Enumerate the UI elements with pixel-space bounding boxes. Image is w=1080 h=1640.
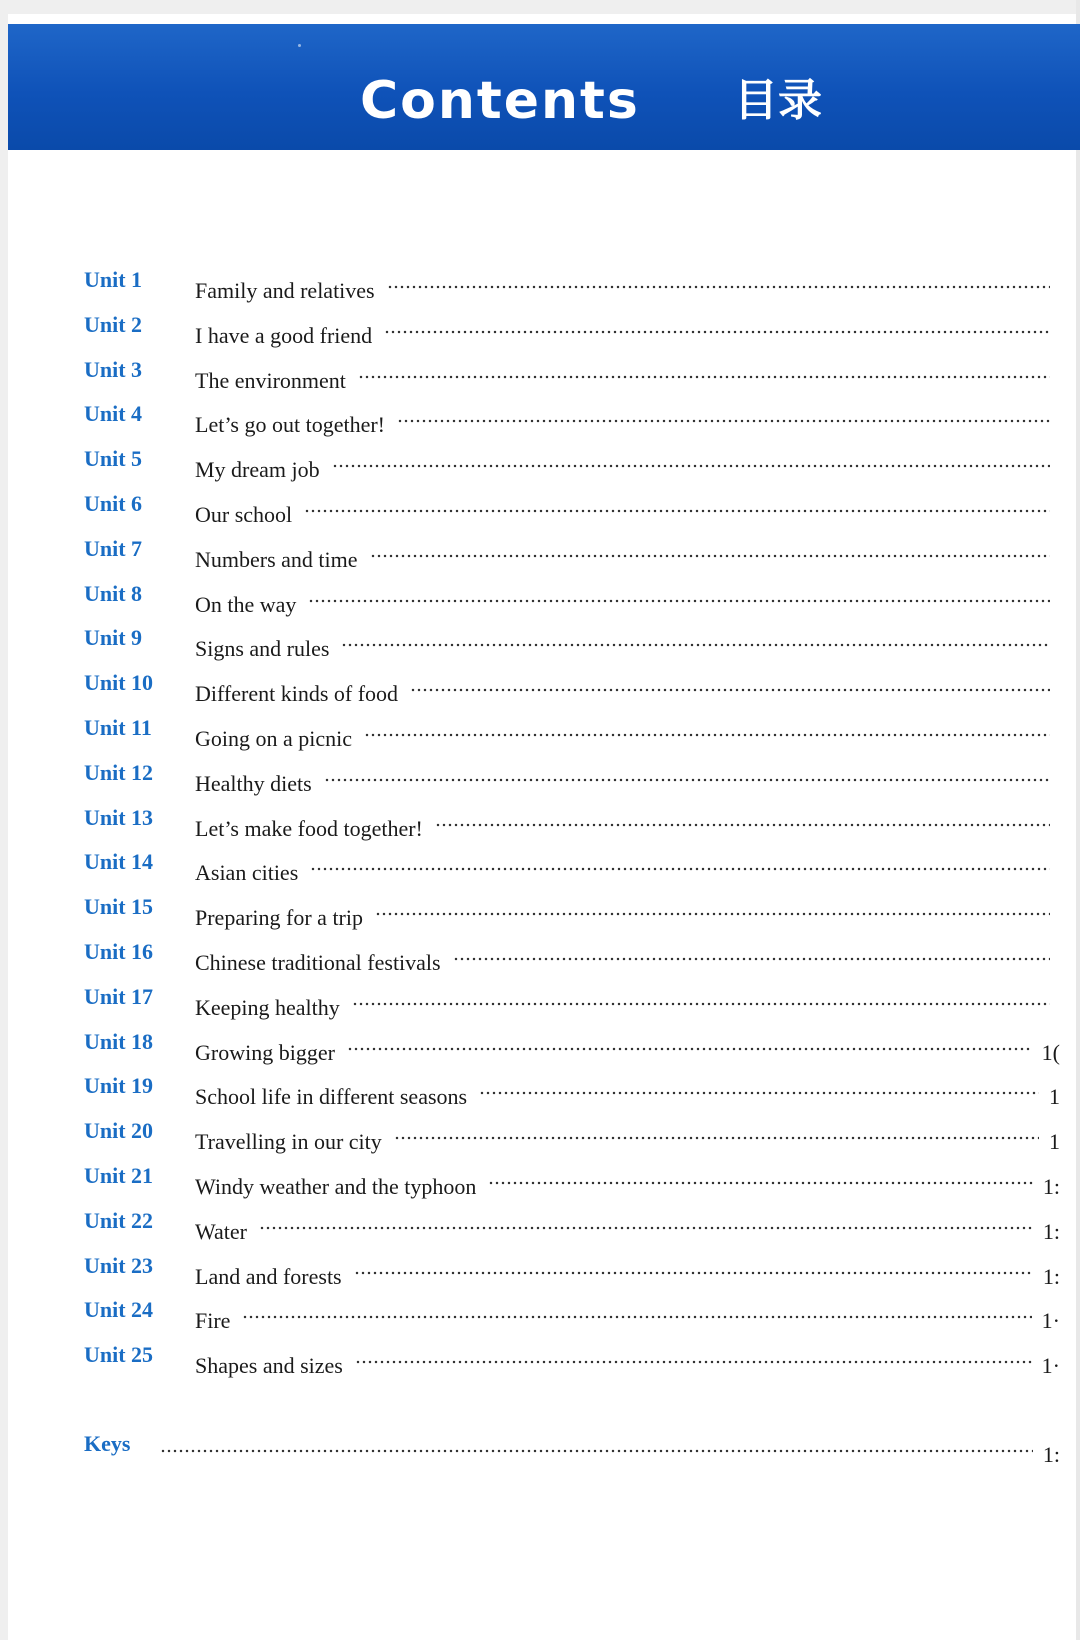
toc-row[interactable] xyxy=(0,665,1080,707)
unit-title: Signs and rules xyxy=(195,636,330,662)
unit-label: Unit 20 xyxy=(84,1118,154,1144)
banner-speck xyxy=(298,44,301,47)
toc-row[interactable] xyxy=(0,1158,1080,1199)
dot-leader xyxy=(160,1426,1033,1462)
unit-label: Unit 21 xyxy=(84,1163,154,1188)
unit-leader-wrap xyxy=(195,1203,1060,1244)
unit-label: Unit 3 xyxy=(84,356,143,382)
unit-title: Fire xyxy=(195,1308,231,1334)
toc-row[interactable] xyxy=(0,1248,1080,1289)
unit-label: Unit 17 xyxy=(84,983,154,1009)
toc-row-keys[interactable] xyxy=(0,1426,1080,1467)
unit-leader-wrap xyxy=(195,396,1060,438)
toc-row[interactable] xyxy=(0,620,1080,662)
dot-leader xyxy=(304,486,1050,522)
unit-label: Unit 6 xyxy=(84,491,143,516)
toc-row[interactable] xyxy=(0,1292,1080,1334)
unit-label: Unit 1 xyxy=(84,267,143,292)
unit-page-number: 1· xyxy=(1041,1353,1060,1379)
unit-page-number: 1: xyxy=(1042,1218,1060,1244)
unit-title: Preparing for a trip xyxy=(195,905,363,931)
dot-leader xyxy=(341,620,1050,656)
unit-leader-wrap xyxy=(195,352,1060,393)
toc-row[interactable] xyxy=(0,889,1080,931)
unit-label: Unit 24 xyxy=(84,1297,154,1323)
unit-label: Unit 2 xyxy=(84,311,143,337)
toc-row[interactable] xyxy=(0,800,1080,841)
unit-leader-wrap xyxy=(195,800,1060,841)
toc-row[interactable] xyxy=(0,1113,1080,1155)
unit-leader-wrap xyxy=(195,441,1060,483)
dot-leader xyxy=(384,307,1050,343)
toc-row[interactable] xyxy=(0,576,1080,617)
unit-leader-wrap xyxy=(195,1113,1060,1155)
unit-leader-wrap xyxy=(195,1337,1060,1379)
unit-title: Let’s make food together! xyxy=(195,815,423,841)
dot-leader xyxy=(370,531,1050,567)
unit-title: Windy weather and the typhoon xyxy=(195,1174,477,1199)
dot-leader xyxy=(488,1158,1033,1194)
toc-row[interactable] xyxy=(0,979,1080,1020)
unit-label: Unit 4 xyxy=(84,401,143,427)
dot-leader xyxy=(397,396,1050,432)
toc-row[interactable] xyxy=(0,844,1080,886)
dot-leader xyxy=(394,1113,1039,1149)
unit-label: Unit 25 xyxy=(84,1342,154,1368)
unit-title: On the way xyxy=(195,591,297,617)
unit-label: Unit 9 xyxy=(84,625,143,651)
unit-leader-wrap xyxy=(195,262,1060,303)
dot-leader xyxy=(354,1248,1033,1284)
unit-leader-wrap xyxy=(195,1024,1060,1065)
unit-title: Land and forests xyxy=(195,1263,342,1289)
unit-leader-wrap xyxy=(195,1068,1060,1110)
unit-page-number: 1: xyxy=(1042,1263,1060,1289)
dot-leader xyxy=(347,1024,1032,1060)
keys-leader-wrap xyxy=(160,1426,1060,1467)
toc-row[interactable] xyxy=(0,710,1080,751)
unit-label: Unit 11 xyxy=(84,715,152,740)
unit-leader-wrap xyxy=(195,531,1060,572)
unit-label: Unit 18 xyxy=(84,1028,154,1054)
dot-leader xyxy=(259,1203,1033,1239)
unit-leader-wrap xyxy=(195,307,1060,348)
unit-page-number: 1: xyxy=(1042,1174,1060,1199)
dot-leader xyxy=(324,755,1050,791)
unit-title: My dream job xyxy=(195,457,320,483)
unit-title: Chinese traditional festivals xyxy=(195,950,441,975)
unit-title: The environment xyxy=(195,367,346,393)
unit-label: Unit 5 xyxy=(84,446,143,472)
unit-page-number: 1· xyxy=(1041,1308,1060,1334)
unit-leader-wrap xyxy=(195,486,1060,527)
toc-row[interactable] xyxy=(0,352,1080,393)
unit-title: Our school xyxy=(195,502,293,527)
unit-leader-wrap xyxy=(195,1292,1060,1334)
unit-leader-wrap xyxy=(195,1158,1060,1199)
unit-title: Healthy diets xyxy=(195,770,312,796)
dot-leader xyxy=(375,889,1050,925)
toc-row[interactable] xyxy=(0,531,1080,572)
unit-label: Unit 8 xyxy=(84,580,143,606)
unit-title: Let’s go out together! xyxy=(195,412,386,438)
dot-leader xyxy=(435,800,1050,836)
unit-leader-wrap xyxy=(195,576,1060,617)
dot-leader xyxy=(352,979,1050,1015)
toc-row[interactable] xyxy=(0,1024,1080,1065)
dot-leader xyxy=(479,1068,1039,1104)
dot-leader xyxy=(310,844,1050,880)
unit-label: Unit 12 xyxy=(84,759,154,785)
unit-leader-wrap xyxy=(195,889,1060,931)
toc-row[interactable] xyxy=(0,755,1080,796)
dot-leader xyxy=(364,710,1050,746)
unit-leader-wrap xyxy=(195,665,1060,707)
keys-page-number: 1: xyxy=(1042,1442,1060,1467)
toc-row[interactable] xyxy=(0,486,1080,527)
unit-leader-wrap xyxy=(195,1248,1060,1289)
unit-label: Unit 15 xyxy=(84,894,154,920)
unit-label: Unit 23 xyxy=(84,1252,154,1278)
dot-leader xyxy=(387,262,1050,298)
page-subtitle: 目录 xyxy=(734,75,822,126)
unit-title: Different kinds of food xyxy=(195,681,399,707)
unit-title: Keeping healthy xyxy=(195,994,340,1020)
unit-title: School life in different seasons xyxy=(195,1084,468,1110)
unit-title: Water xyxy=(195,1218,247,1244)
toc-row[interactable] xyxy=(0,396,1080,438)
unit-label: Unit 22 xyxy=(84,1207,154,1233)
dot-leader xyxy=(358,352,1050,388)
dot-leader xyxy=(355,1337,1032,1373)
dot-leader xyxy=(242,1292,1031,1328)
toc-row[interactable] xyxy=(0,1203,1080,1244)
unit-title: Growing bigger xyxy=(195,1039,335,1065)
dot-leader xyxy=(332,441,1050,477)
unit-label: Unit 13 xyxy=(84,804,154,830)
unit-title: Family and relatives xyxy=(195,278,375,303)
toc-row[interactable] xyxy=(0,1337,1080,1379)
unit-page-number: 1 xyxy=(1049,1084,1060,1110)
unit-title: Going on a picnic xyxy=(195,726,353,751)
page-title: Contents xyxy=(360,71,640,131)
unit-leader-wrap xyxy=(195,979,1060,1020)
unit-leader-wrap xyxy=(195,710,1060,751)
unit-page-number: 1( xyxy=(1041,1039,1060,1065)
toc-row[interactable] xyxy=(0,307,1080,348)
unit-leader-wrap xyxy=(195,620,1060,662)
unit-title: Shapes and sizes xyxy=(195,1353,343,1379)
toc-row[interactable] xyxy=(0,934,1080,975)
unit-leader-wrap xyxy=(195,934,1060,975)
unit-page-number: 1 xyxy=(1049,1129,1060,1155)
unit-title: I have a good friend xyxy=(195,322,373,348)
toc-row[interactable] xyxy=(0,1068,1080,1110)
dot-leader xyxy=(410,665,1050,701)
dot-leader xyxy=(308,576,1050,612)
unit-title: Travelling in our city xyxy=(195,1129,382,1155)
unit-label: Unit 10 xyxy=(84,670,154,696)
toc-row[interactable] xyxy=(0,262,1080,303)
unit-leader-wrap xyxy=(195,755,1060,796)
unit-title: Numbers and time xyxy=(195,546,358,572)
unit-label: Unit 7 xyxy=(84,535,143,561)
toc-row[interactable] xyxy=(0,441,1080,483)
unit-leader-wrap xyxy=(195,844,1060,886)
dot-leader xyxy=(453,934,1050,970)
unit-label: Unit 19 xyxy=(84,1073,154,1099)
unit-label: Unit 16 xyxy=(84,939,154,964)
keys-label: Keys xyxy=(84,1431,131,1456)
unit-title: Asian cities xyxy=(195,860,299,886)
unit-label: Unit 14 xyxy=(84,849,154,875)
